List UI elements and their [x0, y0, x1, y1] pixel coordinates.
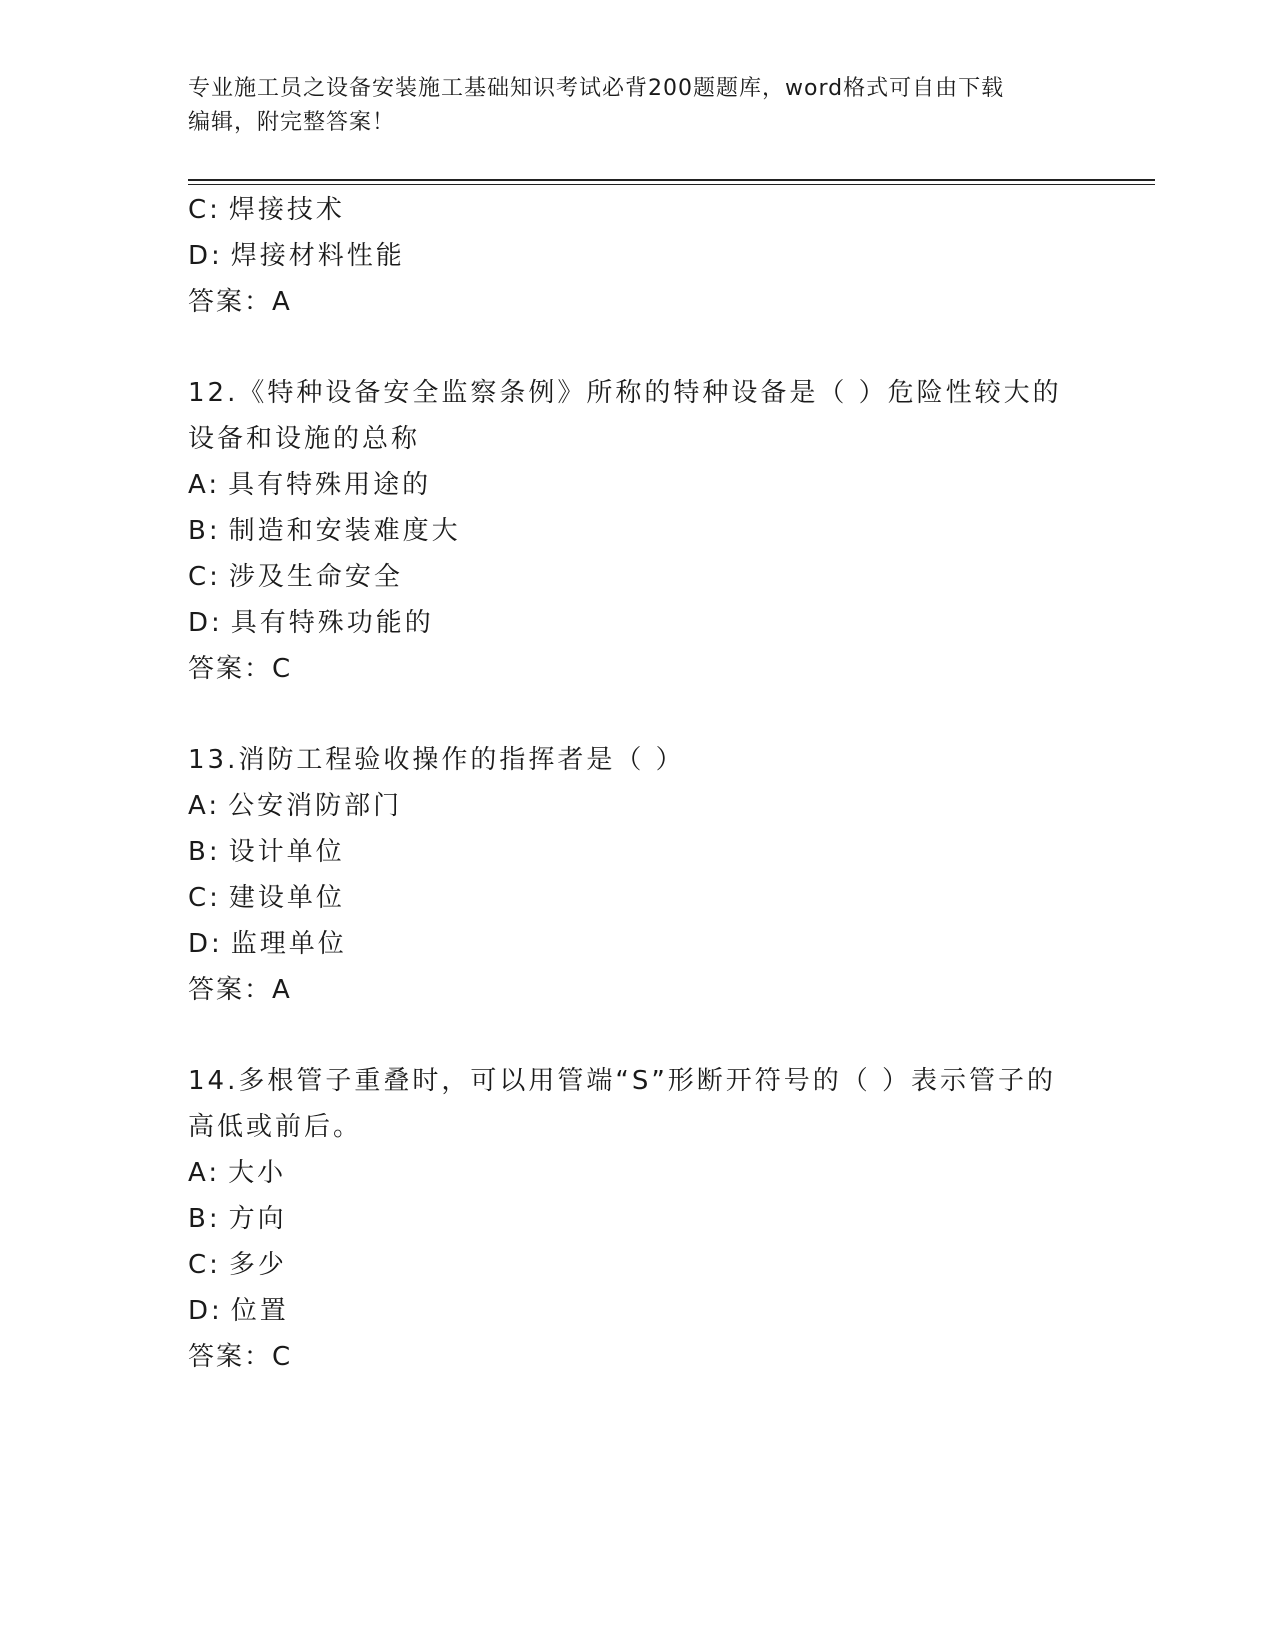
- answer-value: C: [272, 654, 293, 684]
- option-text: 大小: [228, 1158, 287, 1188]
- option-letter: A:: [188, 1158, 221, 1188]
- option-letter: B:: [188, 516, 221, 546]
- option-text: 位置: [230, 1296, 289, 1326]
- header-line-1: 专业施工员之设备安装施工基础知识考试必背200题题库，word格式可自由下载: [188, 76, 1005, 101]
- option-text: 焊接技术: [228, 195, 345, 225]
- option-text: 焊接材料性能: [230, 241, 405, 271]
- question-14: [188, 1058, 1088, 1380]
- option-text: 涉及生命安全: [228, 562, 403, 592]
- answer-line: [188, 279, 1088, 325]
- question-stem: [188, 370, 1088, 462]
- option-letter: A:: [188, 470, 221, 500]
- option-b: [188, 829, 1088, 875]
- document-body: [188, 187, 1088, 1380]
- stem-line: 设备和设施的总称: [188, 424, 421, 454]
- stem-line: 高低或前后。: [188, 1112, 363, 1142]
- option-letter: D:: [188, 1296, 223, 1326]
- option-letter: A:: [188, 791, 221, 821]
- answer-label: 答案：: [188, 975, 273, 1005]
- option-c: [188, 1242, 1088, 1288]
- option-text: 多少: [228, 1250, 287, 1280]
- question-stem: [188, 737, 1088, 783]
- option-b: [188, 508, 1088, 554]
- option-a: [188, 462, 1088, 508]
- answer-line: [188, 1334, 1088, 1380]
- option-letter: C:: [188, 883, 221, 913]
- answer-value: A: [272, 975, 292, 1005]
- option-c: [188, 875, 1088, 921]
- header-divider-thick: [188, 179, 1155, 181]
- answer-value: A: [272, 287, 292, 317]
- option-text: 监理单位: [230, 929, 347, 959]
- option-a: [188, 1150, 1088, 1196]
- question-stem: [188, 1058, 1088, 1150]
- option-c: [188, 554, 1088, 600]
- answer-line: [188, 967, 1088, 1013]
- stem-line: 12.《特种设备安全监察条例》所称的特种设备是（ ）危险性较大的: [188, 378, 1062, 408]
- option-letter: C:: [188, 562, 221, 592]
- option-text: 具有特殊用途的: [228, 470, 432, 500]
- option-c: [188, 187, 1088, 233]
- option-letter: D:: [188, 929, 223, 959]
- option-letter: C:: [188, 195, 221, 225]
- option-text: 具有特殊功能的: [230, 608, 434, 638]
- page-header: [188, 72, 1088, 140]
- stem-line: 13.消防工程验收操作的指挥者是（ ）: [188, 745, 685, 775]
- answer-label: 答案：: [188, 287, 273, 317]
- option-text: 设计单位: [228, 837, 345, 867]
- option-text: 制造和安装难度大: [228, 516, 461, 546]
- option-letter: B:: [188, 837, 221, 867]
- stem-line: 14.多根管子重叠时，可以用管端“S”形断开符号的（ ）表示管子的: [188, 1066, 1057, 1096]
- option-a: [188, 783, 1088, 829]
- option-b: [188, 1196, 1088, 1242]
- option-d: [188, 921, 1088, 967]
- option-letter: C:: [188, 1250, 221, 1280]
- option-letter: B:: [188, 1204, 221, 1234]
- option-text: 公安消防部门: [228, 791, 403, 821]
- header-divider-thin: [188, 184, 1155, 185]
- question-12: [188, 370, 1088, 692]
- answer-label: 答案：: [188, 654, 273, 684]
- option-d: [188, 600, 1088, 646]
- option-d: [188, 233, 1088, 279]
- question-11-continuation: [188, 187, 1088, 325]
- answer-line: [188, 646, 1088, 692]
- option-d: [188, 1288, 1088, 1334]
- option-text: 建设单位: [228, 883, 345, 913]
- option-letter: D:: [188, 241, 223, 271]
- question-13: [188, 737, 1088, 1013]
- answer-value: C: [272, 1342, 293, 1372]
- answer-label: 答案：: [188, 1342, 273, 1372]
- option-letter: D:: [188, 608, 223, 638]
- option-text: 方向: [228, 1204, 287, 1234]
- header-line-2: 编辑，附完整答案！: [188, 110, 396, 135]
